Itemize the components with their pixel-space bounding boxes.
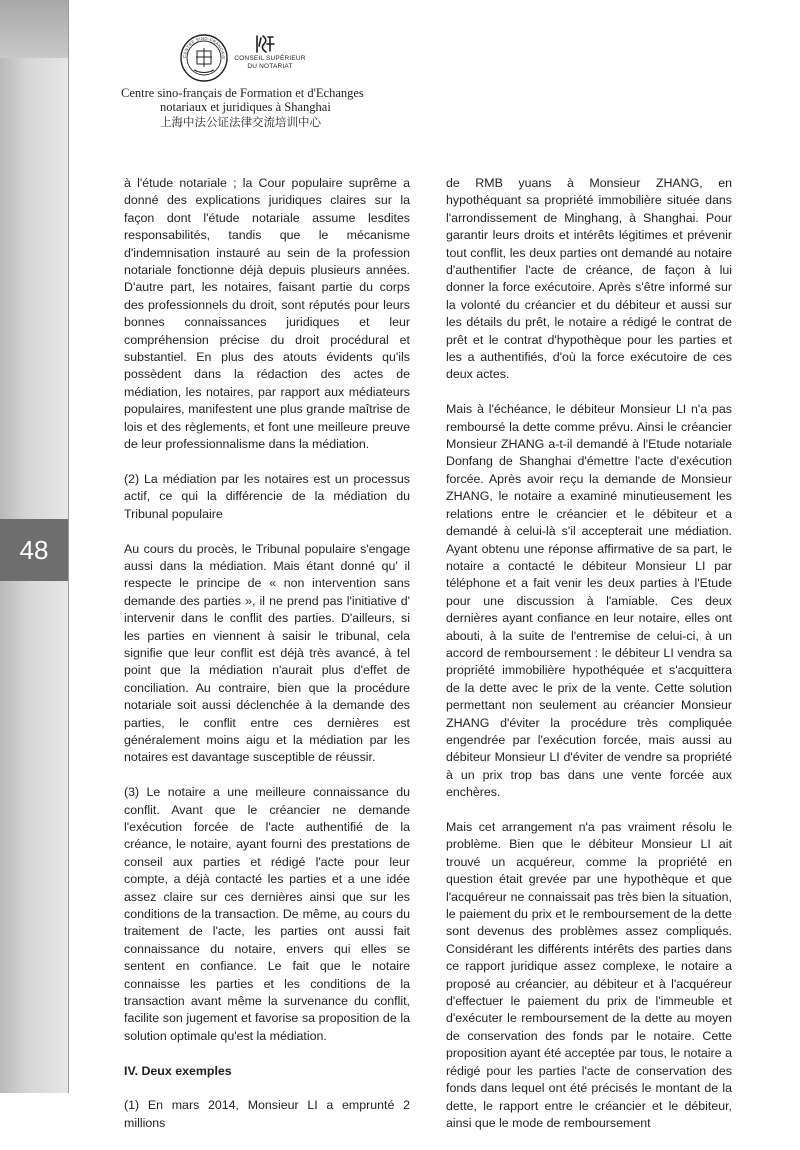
spine-line	[68, 0, 69, 1093]
page-header	[0, 0, 800, 140]
right-column	[446, 175, 732, 1150]
left-column	[124, 175, 410, 1150]
paragraph: (3) Le notaire a une meilleure connaissance du conflit. Avant que le créancier ne demande l'exécution forcée de l'acte authentifié de la créance, le notaire, ayant fourni des prestations de conseil aux parties et rédigé l'acte pour leur compte, a déjà contacté les parties et a une idée assez claire sur ces dernières ainsi que sur les conditions de la transaction. De même, au cours du traitement de l'acte, les parties ont aussi fait connaissance du notaire, envers qui elles se sentent en confiance. Le fait que le notaire connaisse les parties et les conditions de la transaction avant même la survenance du conflit, facilite son jugement et favorise sa proposition de la solution optimale qu'est la médiation.	[124, 785, 410, 1043]
paragraph: Mais à l'échéance, le débiteur Monsieur LI n'a pas remboursé la dette comme prévu. Ainsi le créancier Monsieur ZHANG a-t-il demandé à l'Etude notariale Donfang de Shanghai d'émettre l'acte d'exécution forcée. Après avoir reçu la demande de Monsieur ZHANG, le notaire a examiné minutieusement les relations entre le créancier et le débiteur et a demandé à celui-là s'il accepterait une médiation. Ayant obtenu une réponse affirmative de sa part, le notaire a contacté le débiteur Monsieur LI par téléphone et a fait venir les deux parties à l'Etude pour une discussion à l'amiable. Ces deux dernières ayant confiance en leur notaire, elles ont abouti, à la suite de l'entremise de celui-ci, à un accord de remboursement : le débiteur LI vendra sa propriété immobilière hypothéquée et s'acquittera de la dette avec le prix de la vente. Cette solution permettant non seulement au créancier Monsieur ZHANG d'éviter la procédure très compliquée engendrée par l'exécution forcée, mais aussi au débiteur Monsieur LI d'éviter de vendre sa propriété à un prix trop bas dans une vente forcée aux enchères.	[446, 402, 732, 800]
paragraph: (2) La médiation par les notaires est un processus actif, ce qui la différencie de la médiation du Tribunal populaire	[124, 471, 410, 521]
paragraph: à l'étude notariale ; la Cour populaire suprême a donné des explications juridiques claires sur la façon dont l'étude notariale assume lesdites responsabilités, tandis que le mécanisme d'indemnisation instauré au sein de la profession notariale fonctionne déjà depuis plusieurs années. D'autre part, les notaires, faisant partie du corps des professionnels du droit, sont réputés pour leurs bonnes connaissances juridiques et leur compréhension précise du droit procédural et substantiel. En plus des atouts évidents qu'ils possèdent dans la rédaction des actes de médiation, les notaires, par rapport aux médiateurs populaires, manifestent une plus grande maîtrise de lois et des règlements, et font une meilleure preuve de leur professionnalisme dans la médiation.	[124, 176, 410, 452]
paragraph: Mais cet arrangement n'a pas vraiment résolu le problème. Bien que le débiteur Monsieur LI ait trouvé un acquéreur, comme la propriété en question était grevée par une hypothèque et que l'acquéreur ne connaissait pas très bien la situation, le paiement du prix et le remboursement de la dette sont devenus des problèmes assez compliqués. Considérant les différents intérêts des parties dans ce rapport juridique assez complexe, le notaire a proposé au créancier, au débiteur et à l'acquéreur d'effectuer le paiement du prix de l'immeuble et d'exécuter le remboursement de la dette au moyen de conservation des fonds par le notaire. Cette proposition ayant été acceptée par tous, le notaire a rédigé pour les parties l'acte de conservation des fonds dans lequel ont été précisés le montant de la dette, le rapport entre le créancier et le débiteur, ainsi que le mode de remboursement	[446, 820, 732, 1130]
csn-line1: CONSEIL SUPÉRIEUR	[234, 55, 306, 62]
csn-logo-mark	[254, 34, 276, 54]
paragraph: (1) En mars 2014, Monsieur LI a emprunté 2 millions	[124, 1098, 410, 1130]
page-number: 48	[19, 534, 49, 565]
section-heading: IV. Deux exemples	[124, 1063, 232, 1078]
seal-text: CENTRE SINO-FRANÇAIS	[181, 35, 227, 60]
csn-line2: DU NOTARIAT	[247, 62, 293, 70]
centre-seal-logo	[180, 34, 228, 82]
centre-name-line2: notariaux et juridiques à Shanghai	[160, 100, 331, 114]
centre-name-line1: Centre sino-français de Formation et d'Echanges	[121, 86, 364, 100]
page-number-tab	[0, 519, 68, 581]
paragraph: Au cours du procès, le Tribunal populaire s'engage aussi dans la médiation. Mais étant donné qu' il respecte le principe de « non intervention sans demande des parties », il ne prend pas l'initiative d' intervenir dans le conflit des parties. D'ailleurs, si les parties en viennent à saisir le tribunal, cela signifie que leur conflit est déjà très avancé, à tel point que la médiation n'aurait plus d'effet de conciliation. Au contraire, bien que la procédure notariale soit aussi déclenchée à la demande des parties, le conflit entre ces dernières est généralement moins aigu et la médiation par les notaires est davantage susceptible de réussir.	[124, 541, 410, 765]
paragraph: de RMB yuans à Monsieur ZHANG, en hypothéquant sa propriété immobilière située dans l'arrondissement de Minghang, à Shanghai. Pour garantir leurs droits et intérêts légitimes et prévenir tout conflit, les deux parties ont demandé au notaire d'authentifier l'acte de créance, de façon à lui donner la force exécutoire. Après s'être informé sur la volonté du créancier et du débiteur et aussi sur les détails du prêt, le notaire a rédigé le contrat de prêt et le contrat d'hypothèque pour les parties et les a authentifiés, d'où la force exécutoire de ces deux actes.	[446, 176, 732, 382]
centre-name-chinese: 上海中法公证法律交流培训中心	[160, 115, 321, 129]
csn-wordmark	[230, 55, 310, 70]
